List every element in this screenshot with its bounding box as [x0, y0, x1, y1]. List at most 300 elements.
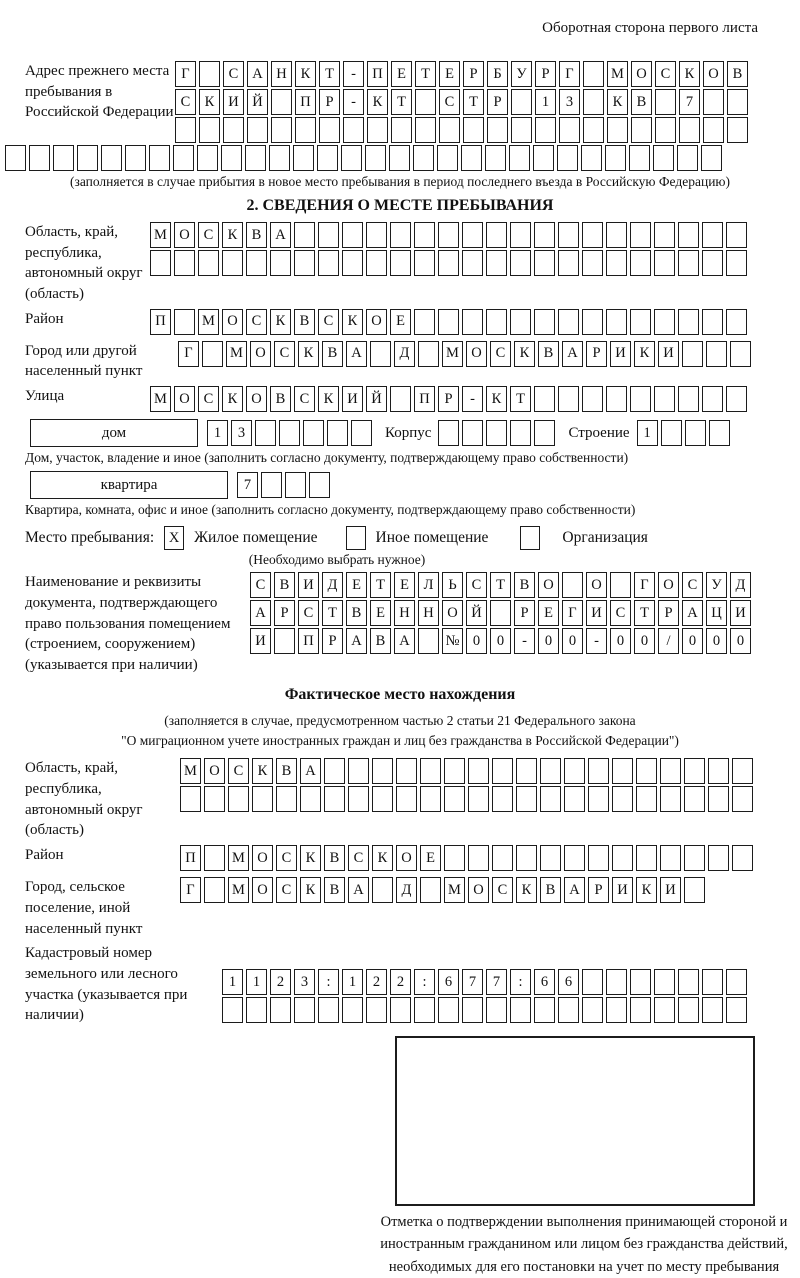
char-cell[interactable] [732, 845, 753, 871]
char-cell[interactable] [390, 386, 411, 412]
char-cell[interactable]: С [298, 600, 319, 626]
char-cell[interactable] [583, 61, 604, 87]
char-cell[interactable] [702, 969, 723, 995]
char-cell[interactable]: : [414, 969, 435, 995]
char-cell[interactable] [682, 341, 703, 367]
char-cell[interactable] [222, 997, 243, 1023]
char-cell[interactable] [438, 222, 459, 248]
char-cell[interactable] [654, 222, 675, 248]
char-cell[interactable] [708, 786, 729, 812]
char-cell[interactable]: В [538, 341, 559, 367]
char-cell[interactable] [726, 997, 747, 1023]
char-cell[interactable]: - [462, 386, 483, 412]
char-cell[interactable]: К [634, 341, 655, 367]
char-cell[interactable]: К [295, 61, 316, 87]
char-cell[interactable]: К [636, 877, 657, 903]
char-cell[interactable]: О [250, 341, 271, 367]
char-cell[interactable] [588, 758, 609, 784]
char-cell[interactable]: К [222, 386, 243, 412]
char-cell[interactable] [222, 250, 243, 276]
char-cell[interactable]: О [442, 600, 463, 626]
char-cell[interactable]: 1 [637, 420, 658, 446]
char-cell[interactable] [294, 997, 315, 1023]
char-cell[interactable] [726, 222, 747, 248]
char-cell[interactable]: Е [420, 845, 441, 871]
char-cell[interactable]: И [586, 600, 607, 626]
char-cell[interactable]: В [346, 600, 367, 626]
char-cell[interactable] [605, 145, 626, 171]
char-cell[interactable]: - [343, 61, 364, 87]
char-cell[interactable] [732, 758, 753, 784]
char-cell[interactable] [606, 222, 627, 248]
char-cell[interactable] [730, 341, 751, 367]
char-cell[interactable]: Г [178, 341, 199, 367]
char-cell[interactable]: С [466, 572, 487, 598]
char-cell[interactable]: К [342, 309, 363, 335]
char-cell[interactable] [516, 758, 537, 784]
char-cell[interactable] [444, 758, 465, 784]
char-cell[interactable] [366, 997, 387, 1023]
char-cell[interactable]: Т [391, 89, 412, 115]
char-cell[interactable]: О [396, 845, 417, 871]
char-cell[interactable] [367, 117, 388, 143]
char-cell[interactable] [269, 145, 290, 171]
char-cell[interactable] [685, 420, 706, 446]
char-cell[interactable]: К [367, 89, 388, 115]
char-cell[interactable]: И [342, 386, 363, 412]
char-cell[interactable]: 2 [390, 969, 411, 995]
char-cell[interactable]: 0 [706, 628, 727, 654]
char-cell[interactable]: О [468, 877, 489, 903]
char-cell[interactable] [606, 969, 627, 995]
char-cell[interactable] [487, 117, 508, 143]
char-cell[interactable] [582, 250, 603, 276]
char-cell[interactable]: М [180, 758, 201, 784]
char-cell[interactable]: О [586, 572, 607, 598]
char-cell[interactable] [294, 222, 315, 248]
char-cell[interactable]: П [367, 61, 388, 87]
char-cell[interactable] [629, 145, 650, 171]
char-cell[interactable]: Г [634, 572, 655, 598]
char-cell[interactable]: Р [322, 628, 343, 654]
char-cell[interactable]: Ь [442, 572, 463, 598]
char-cell[interactable] [654, 997, 675, 1023]
char-cell[interactable]: К [199, 89, 220, 115]
char-cell[interactable] [204, 786, 225, 812]
char-cell[interactable] [255, 420, 276, 446]
char-cell[interactable]: К [607, 89, 628, 115]
char-cell[interactable]: Р [319, 89, 340, 115]
char-cell[interactable] [582, 386, 603, 412]
char-cell[interactable] [557, 145, 578, 171]
char-cell[interactable] [540, 758, 561, 784]
char-cell[interactable] [582, 309, 603, 335]
char-cell[interactable] [175, 117, 196, 143]
char-cell[interactable]: М [444, 877, 465, 903]
char-cell[interactable] [702, 222, 723, 248]
char-cell[interactable] [582, 997, 603, 1023]
char-cell[interactable]: А [250, 600, 271, 626]
char-cell[interactable]: С [492, 877, 513, 903]
char-cell[interactable]: 6 [558, 969, 579, 995]
char-cell[interactable] [462, 250, 483, 276]
char-cell[interactable] [583, 89, 604, 115]
char-cell[interactable]: 3 [231, 420, 252, 446]
char-cell[interactable] [490, 600, 511, 626]
document-row2[interactable] [250, 600, 754, 626]
char-cell[interactable] [708, 845, 729, 871]
char-cell[interactable] [703, 117, 724, 143]
char-cell[interactable]: Е [394, 572, 415, 598]
char-cell[interactable] [228, 786, 249, 812]
char-cell[interactable] [534, 386, 555, 412]
char-cell[interactable]: 6 [534, 969, 555, 995]
char-cell[interactable] [726, 250, 747, 276]
char-cell[interactable] [468, 786, 489, 812]
char-cell[interactable] [221, 145, 242, 171]
char-cell[interactable] [630, 969, 651, 995]
char-cell[interactable]: И [730, 600, 751, 626]
char-cell[interactable]: П [295, 89, 316, 115]
char-cell[interactable]: 0 [682, 628, 703, 654]
char-cell[interactable]: 7 [237, 472, 258, 498]
fact-district-row[interactable] [180, 845, 756, 871]
fact-region-row2[interactable] [180, 786, 756, 812]
char-cell[interactable]: П [150, 309, 171, 335]
char-cell[interactable]: И [658, 341, 679, 367]
char-cell[interactable] [678, 997, 699, 1023]
char-cell[interactable]: К [514, 341, 535, 367]
char-cell[interactable]: Й [247, 89, 268, 115]
char-cell[interactable] [534, 309, 555, 335]
char-cell[interactable]: А [348, 877, 369, 903]
char-cell[interactable]: А [300, 758, 321, 784]
char-cell[interactable]: В [294, 309, 315, 335]
char-cell[interactable]: Р [586, 341, 607, 367]
char-cell[interactable]: С [246, 309, 267, 335]
char-cell[interactable] [418, 341, 439, 367]
char-cell[interactable]: В [631, 89, 652, 115]
char-cell[interactable] [607, 117, 628, 143]
char-cell[interactable] [414, 309, 435, 335]
char-cell[interactable]: И [660, 877, 681, 903]
char-cell[interactable]: С [276, 877, 297, 903]
char-cell[interactable] [678, 250, 699, 276]
char-cell[interactable] [660, 786, 681, 812]
char-cell[interactable]: А [564, 877, 585, 903]
char-cell[interactable]: 0 [538, 628, 559, 654]
char-cell[interactable] [150, 250, 171, 276]
char-cell[interactable] [5, 145, 26, 171]
char-cell[interactable] [247, 117, 268, 143]
char-cell[interactable] [462, 309, 483, 335]
char-cell[interactable] [612, 845, 633, 871]
char-cell[interactable] [261, 472, 282, 498]
char-cell[interactable] [199, 61, 220, 87]
char-cell[interactable] [318, 997, 339, 1023]
char-cell[interactable]: Е [370, 600, 391, 626]
char-cell[interactable]: К [298, 341, 319, 367]
char-cell[interactable] [414, 250, 435, 276]
char-cell[interactable]: Е [391, 61, 412, 87]
char-cell[interactable] [630, 222, 651, 248]
char-cell[interactable] [348, 758, 369, 784]
char-cell[interactable]: Л [418, 572, 439, 598]
char-cell[interactable]: И [223, 89, 244, 115]
char-cell[interactable]: М [228, 845, 249, 871]
char-cell[interactable] [438, 309, 459, 335]
char-cell[interactable]: М [198, 309, 219, 335]
char-cell[interactable]: № [442, 628, 463, 654]
char-cell[interactable] [653, 145, 674, 171]
char-cell[interactable] [413, 145, 434, 171]
char-cell[interactable]: Т [463, 89, 484, 115]
char-cell[interactable] [438, 420, 459, 446]
char-cell[interactable]: Р [463, 61, 484, 87]
char-cell[interactable]: 1 [246, 969, 267, 995]
char-cell[interactable]: Ц [706, 600, 727, 626]
char-cell[interactable] [468, 758, 489, 784]
char-cell[interactable] [678, 969, 699, 995]
checkbox-inoe[interactable] [346, 526, 366, 550]
char-cell[interactable] [486, 250, 507, 276]
char-cell[interactable] [303, 420, 324, 446]
char-cell[interactable] [581, 145, 602, 171]
char-cell[interactable] [726, 309, 747, 335]
char-cell[interactable] [420, 786, 441, 812]
char-cell[interactable] [558, 386, 579, 412]
char-cell[interactable] [365, 145, 386, 171]
char-cell[interactable]: С [490, 341, 511, 367]
char-cell[interactable]: 7 [462, 969, 483, 995]
char-cell[interactable]: К [486, 386, 507, 412]
char-cell[interactable] [285, 472, 306, 498]
char-cell[interactable] [327, 420, 348, 446]
prev-address-row1[interactable] [175, 61, 751, 87]
char-cell[interactable]: Е [538, 600, 559, 626]
char-cell[interactable] [558, 309, 579, 335]
char-cell[interactable]: Е [346, 572, 367, 598]
char-cell[interactable] [319, 117, 340, 143]
char-cell[interactable] [279, 420, 300, 446]
char-cell[interactable]: О [538, 572, 559, 598]
char-cell[interactable]: О [658, 572, 679, 598]
char-cell[interactable]: С [250, 572, 271, 598]
char-cell[interactable]: Р [438, 386, 459, 412]
char-cell[interactable]: Д [730, 572, 751, 598]
char-cell[interactable] [559, 117, 580, 143]
char-cell[interactable] [684, 786, 705, 812]
char-cell[interactable]: Й [466, 600, 487, 626]
char-cell[interactable] [678, 386, 699, 412]
char-cell[interactable]: В [727, 61, 748, 87]
char-cell[interactable] [533, 145, 554, 171]
region-row2[interactable] [150, 250, 750, 276]
char-cell[interactable] [732, 786, 753, 812]
char-cell[interactable]: 0 [466, 628, 487, 654]
char-cell[interactable]: Т [322, 600, 343, 626]
char-cell[interactable]: В [540, 877, 561, 903]
char-cell[interactable] [252, 786, 273, 812]
char-cell[interactable]: В [370, 628, 391, 654]
char-cell[interactable] [199, 117, 220, 143]
char-cell[interactable] [270, 997, 291, 1023]
char-cell[interactable] [709, 420, 730, 446]
char-cell[interactable] [149, 145, 170, 171]
char-cell[interactable]: Д [396, 877, 417, 903]
char-cell[interactable] [564, 786, 585, 812]
char-cell[interactable]: И [250, 628, 271, 654]
char-cell[interactable]: Г [559, 61, 580, 87]
char-cell[interactable]: К [516, 877, 537, 903]
char-cell[interactable]: : [318, 969, 339, 995]
char-cell[interactable] [348, 786, 369, 812]
korpus-cells[interactable] [438, 420, 558, 446]
char-cell[interactable] [245, 145, 266, 171]
char-cell[interactable] [582, 969, 603, 995]
char-cell[interactable]: 1 [207, 420, 228, 446]
char-cell[interactable] [510, 420, 531, 446]
house-number-cells[interactable] [207, 420, 375, 446]
char-cell[interactable] [370, 341, 391, 367]
char-cell[interactable] [636, 758, 657, 784]
char-cell[interactable] [414, 997, 435, 1023]
char-cell[interactable]: О [174, 386, 195, 412]
char-cell[interactable]: В [322, 341, 343, 367]
char-cell[interactable]: П [180, 845, 201, 871]
char-cell[interactable] [439, 117, 460, 143]
char-cell[interactable] [415, 89, 436, 115]
fact-region-row1[interactable] [180, 758, 756, 784]
char-cell[interactable]: В [514, 572, 535, 598]
char-cell[interactable]: С [228, 758, 249, 784]
char-cell[interactable] [510, 997, 531, 1023]
char-cell[interactable] [420, 877, 441, 903]
char-cell[interactable] [630, 250, 651, 276]
char-cell[interactable]: - [514, 628, 535, 654]
char-cell[interactable] [630, 386, 651, 412]
char-cell[interactable] [534, 250, 555, 276]
char-cell[interactable] [678, 222, 699, 248]
char-cell[interactable] [610, 572, 631, 598]
char-cell[interactable] [271, 117, 292, 143]
char-cell[interactable] [684, 845, 705, 871]
char-cell[interactable] [677, 145, 698, 171]
char-cell[interactable]: О [631, 61, 652, 87]
apartment-cells[interactable] [237, 472, 333, 498]
char-cell[interactable] [293, 145, 314, 171]
char-cell[interactable] [486, 222, 507, 248]
city-row[interactable] [178, 341, 754, 367]
char-cell[interactable]: С [294, 386, 315, 412]
char-cell[interactable]: С [198, 222, 219, 248]
char-cell[interactable] [606, 309, 627, 335]
char-cell[interactable]: М [226, 341, 247, 367]
document-row3[interactable] [250, 628, 754, 654]
char-cell[interactable] [606, 997, 627, 1023]
char-cell[interactable]: К [252, 758, 273, 784]
char-cell[interactable] [204, 845, 225, 871]
char-cell[interactable]: С [655, 61, 676, 87]
char-cell[interactable] [511, 117, 532, 143]
char-cell[interactable] [342, 222, 363, 248]
char-cell[interactable]: А [346, 628, 367, 654]
char-cell[interactable] [510, 250, 531, 276]
char-cell[interactable] [486, 420, 507, 446]
char-cell[interactable] [396, 758, 417, 784]
char-cell[interactable]: О [252, 845, 273, 871]
char-cell[interactable] [101, 145, 122, 171]
char-cell[interactable]: А [562, 341, 583, 367]
char-cell[interactable]: К [222, 222, 243, 248]
char-cell[interactable] [462, 222, 483, 248]
char-cell[interactable]: 1 [535, 89, 556, 115]
char-cell[interactable]: - [343, 89, 364, 115]
char-cell[interactable] [660, 758, 681, 784]
char-cell[interactable] [612, 786, 633, 812]
char-cell[interactable] [342, 997, 363, 1023]
fact-city-row[interactable] [180, 877, 708, 903]
char-cell[interactable]: В [246, 222, 267, 248]
char-cell[interactable]: Т [510, 386, 531, 412]
char-cell[interactable] [366, 250, 387, 276]
char-cell[interactable] [654, 309, 675, 335]
char-cell[interactable]: С [439, 89, 460, 115]
char-cell[interactable] [510, 222, 531, 248]
char-cell[interactable]: А [346, 341, 367, 367]
char-cell[interactable]: Р [658, 600, 679, 626]
char-cell[interactable]: 1 [222, 969, 243, 995]
char-cell[interactable]: Р [274, 600, 295, 626]
char-cell[interactable] [317, 145, 338, 171]
char-cell[interactable] [318, 250, 339, 276]
char-cell[interactable] [534, 420, 555, 446]
char-cell[interactable] [654, 386, 675, 412]
char-cell[interactable] [372, 877, 393, 903]
char-cell[interactable] [558, 250, 579, 276]
char-cell[interactable] [444, 786, 465, 812]
char-cell[interactable]: М [150, 222, 171, 248]
char-cell[interactable] [223, 117, 244, 143]
char-cell[interactable] [702, 250, 723, 276]
char-cell[interactable] [726, 969, 747, 995]
char-cell[interactable]: Н [394, 600, 415, 626]
char-cell[interactable] [702, 386, 723, 412]
char-cell[interactable] [202, 341, 223, 367]
char-cell[interactable] [396, 786, 417, 812]
char-cell[interactable]: П [414, 386, 435, 412]
char-cell[interactable] [661, 420, 682, 446]
checkbox-zhiloe[interactable]: X [164, 526, 184, 550]
char-cell[interactable]: О [703, 61, 724, 87]
char-cell[interactable] [654, 250, 675, 276]
char-cell[interactable] [558, 222, 579, 248]
char-cell[interactable]: У [706, 572, 727, 598]
char-cell[interactable] [390, 997, 411, 1023]
char-cell[interactable]: Р [487, 89, 508, 115]
char-cell[interactable] [727, 117, 748, 143]
char-cell[interactable] [534, 997, 555, 1023]
char-cell[interactable]: Т [319, 61, 340, 87]
char-cell[interactable] [125, 145, 146, 171]
char-cell[interactable] [582, 222, 603, 248]
char-cell[interactable]: 7 [679, 89, 700, 115]
char-cell[interactable] [342, 250, 363, 276]
char-cell[interactable] [701, 145, 722, 171]
char-cell[interactable]: 0 [562, 628, 583, 654]
char-cell[interactable] [588, 845, 609, 871]
char-cell[interactable] [486, 309, 507, 335]
